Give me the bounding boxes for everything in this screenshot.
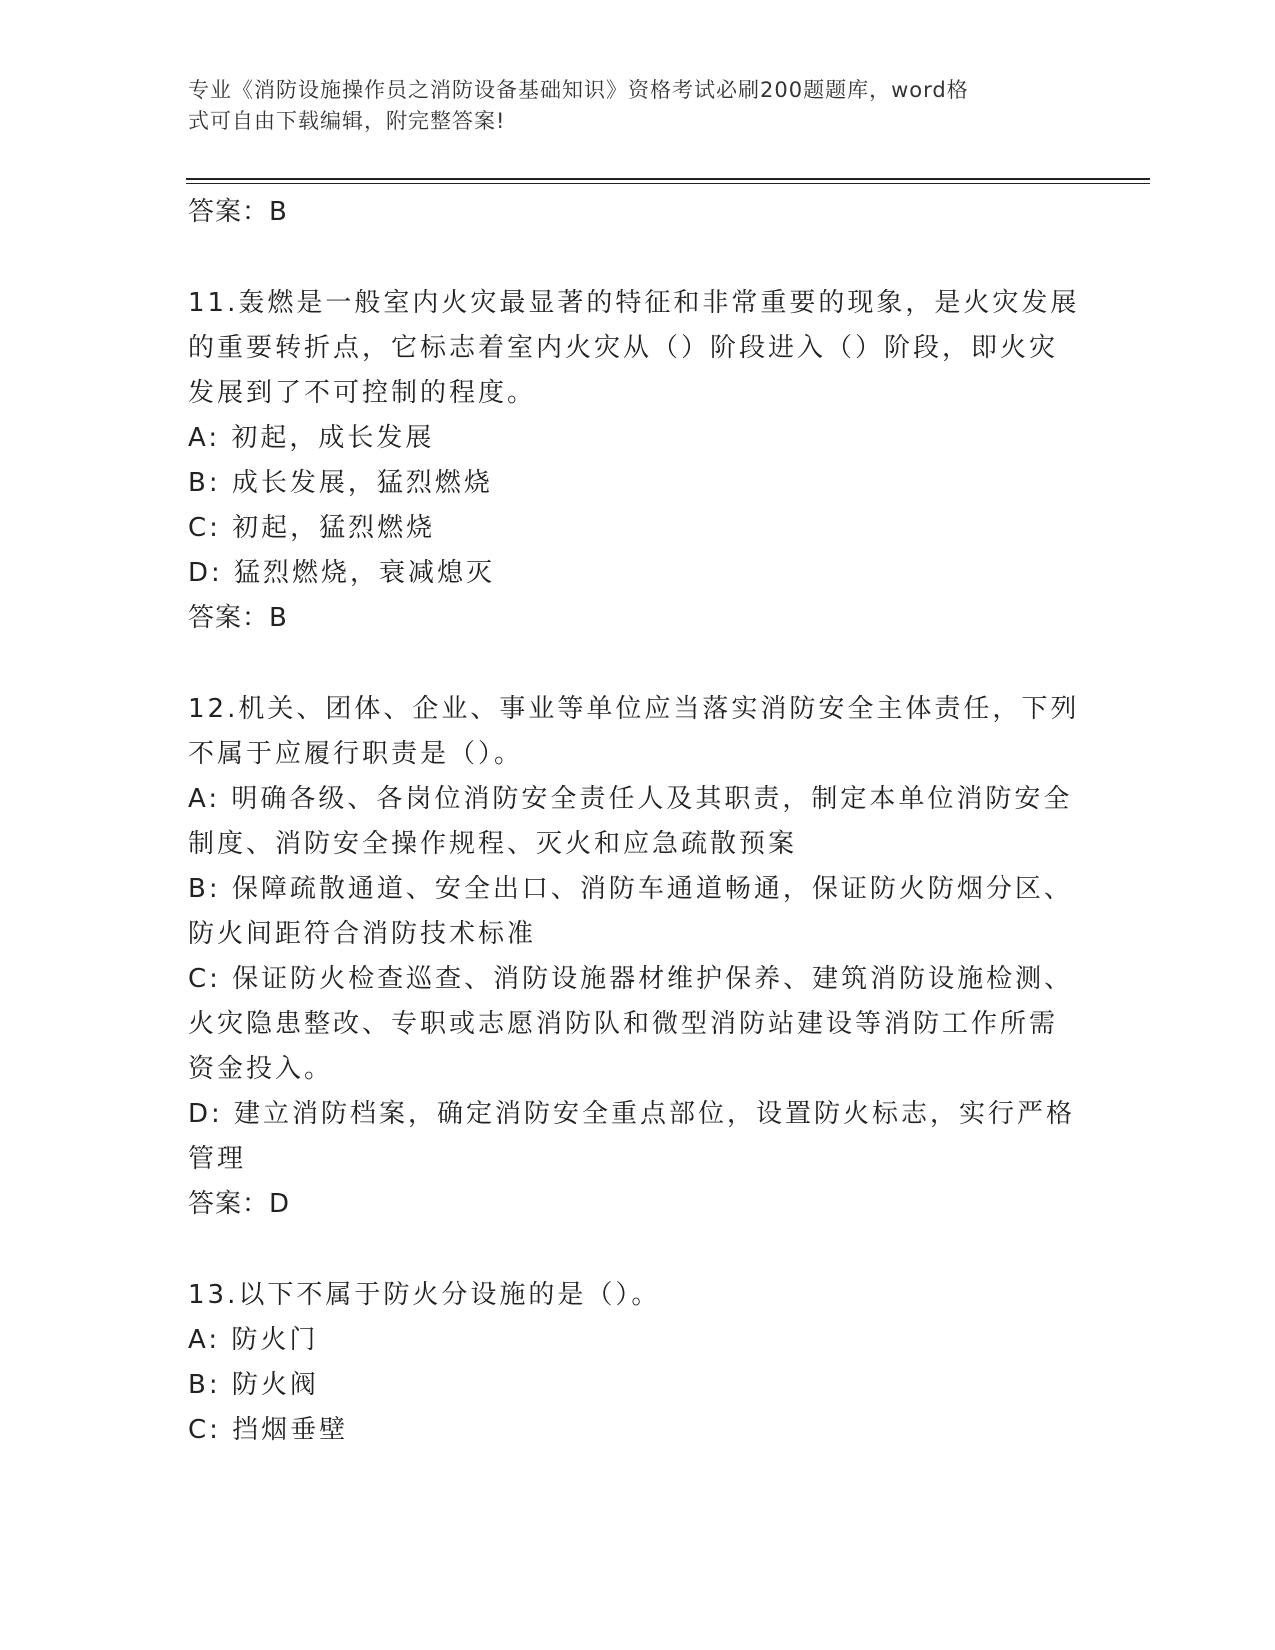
question-answer: 答案：D [188,1189,291,1219]
option-a-continued: 制度、消防安全操作规程、灭火和应急疏散预案 [188,829,798,859]
option-c: C: 挡烟垂壁 [188,1415,349,1445]
spacer [188,641,1078,687]
question-stem-line: 的重要转折点，它标志着室内火灾从（）阶段进入（）阶段，即火灾 [188,333,1059,363]
question-list [188,190,1078,1453]
spacer [188,1227,1078,1273]
option-a: A: 初起，成长发展 [188,423,435,453]
option-c-continued: 资金投入。 [188,1054,334,1084]
question-stem-line: 12.机关、团体、企业、事业等单位应当落实消防安全主体责任，下列 [188,694,1080,724]
question-stem-line: 13.以下不属于防火分设施的是（）。 [188,1280,661,1310]
option-b: B: 成长发展，猛烈燃烧 [188,468,493,498]
spacer [188,235,1078,281]
question-12 [188,687,1078,1227]
header-divider-thin [186,183,1150,184]
option-b: B: 保障疏散通道、安全出口、消防车通道畅通，保证防火防烟分区、 [188,874,1073,904]
option-d: D: 建立消防档案，确定消防安全重点部位，设置防火标志，实行严格 [188,1099,1076,1129]
previous-answer: 答案：B [188,197,288,227]
question-stem-line: 发展到了不可控制的程度。 [188,378,537,408]
question-stem-line: 不属于应履行职责是（）。 [188,739,524,769]
question-stem-line: 11.轰燃是一般室内火灾最显著的特征和非常重要的现象，是火灾发展 [188,288,1080,318]
option-c: C: 保证防火检查巡查、消防设施器材维护保养、建筑消防设施检测、 [188,964,1074,994]
option-c-continued: 火灾隐患整改、专职或志愿消防队和微型消防站建设等消防工作所需 [188,1009,1059,1039]
question-13 [188,1273,1078,1453]
question-11 [188,281,1078,641]
option-a: A: 防火门 [188,1325,319,1355]
option-d: D: 猛烈燃烧，衰减熄灭 [188,558,496,588]
question-answer: 答案：B [188,603,288,633]
option-b-continued: 防火间距符合消防技术标准 [188,919,537,949]
option-a: A: 明确各级、各岗位消防安全责任人及其职责，制定本单位消防安全 [188,784,1073,814]
header-title-line-2: 式可自由下载编辑，附完整答案! [188,109,506,133]
option-b: B: 防火阀 [188,1370,319,1400]
option-c: C: 初起，猛烈燃烧 [188,513,436,543]
option-d-continued: 管理 [188,1144,247,1174]
header-divider-thick [186,178,1150,180]
header-title-line-1: 专业《消防设施操作员之消防设备基础知识》资格考试必刷200题题库，word格 [188,78,969,102]
document-header [188,75,1068,137]
